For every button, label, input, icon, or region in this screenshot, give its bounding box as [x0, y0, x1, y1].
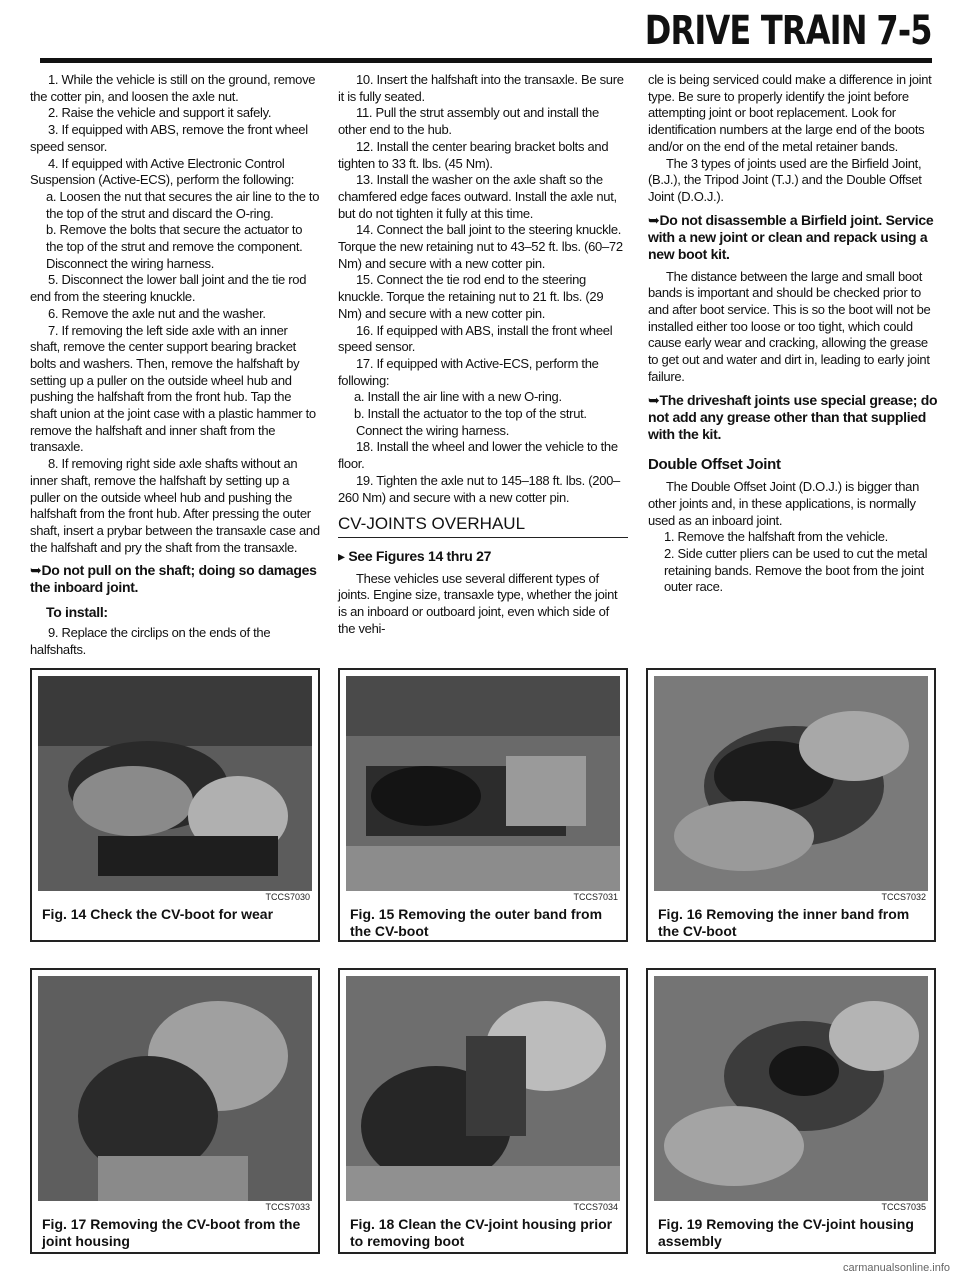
- step-17b: b. Install the actuator to the top of the strut.: [354, 406, 587, 422]
- cv-boot-photo-icon: [38, 976, 312, 1201]
- figure-photo: [654, 676, 928, 891]
- header-title: [645, 8, 932, 54]
- figure-code: TCCS7031: [573, 892, 618, 902]
- figure-photo: [346, 976, 620, 1201]
- install-heading: To install:: [46, 604, 108, 621]
- step-12: 12. Install the center bearing bracket bolts and tighten to 33 ft. lbs. (45 Nm).: [338, 138, 609, 171]
- text-column-2: [338, 72, 628, 638]
- bullet-icon: ▸: [338, 547, 349, 564]
- step-4a: a. Loosen the nut that secures the air line to the to the top of the strut and discard the O-ring.: [46, 188, 320, 221]
- note-box: [648, 212, 938, 263]
- step-5: 5. Disconnect the lower ball joint and the tie rod end from the steering knuckle.: [30, 272, 307, 305]
- note-arrow-icon: ➥: [648, 391, 660, 408]
- figure-photo: [38, 676, 312, 891]
- page-header: [0, 0, 960, 72]
- page-number: 7-5: [876, 8, 932, 54]
- note-text: Do not disassemble a Birfield joint. Service with a new joint or clean and repack using a new boot kit.: [648, 211, 934, 262]
- figure-code: TCCS7034: [573, 1202, 618, 1212]
- figure-photo: [346, 676, 620, 891]
- subsection-heading: Double Offset Joint: [648, 455, 781, 473]
- step-13: 13. Install the washer on the axle shaft so the chamfered edge faces outward. Install the axle nut, but do not tighten it fully at this time.: [338, 172, 617, 221]
- text-column-3: [648, 72, 938, 596]
- figure-15: [338, 668, 628, 942]
- figure-19: [646, 968, 936, 1254]
- step-3: 3. If equipped with ABS, remove the front wheel speed sensor.: [30, 122, 308, 154]
- cv-boot-photo-icon: [38, 676, 312, 891]
- figure-code: TCCS7030: [265, 892, 310, 902]
- step-10: 10. Insert the halfshaft into the transaxle. Be sure it is fully seated.: [338, 72, 624, 104]
- figure-18: [338, 968, 628, 1254]
- step-11: 11. Pull the strut assembly out and install the other end to the hub.: [338, 105, 599, 138]
- see-figures: [338, 548, 628, 565]
- header-rule: [40, 58, 932, 63]
- note-arrow-icon: ➥: [30, 562, 42, 579]
- step-17a: a. Install the air line with a new O-ring.: [354, 389, 562, 405]
- cv-boot-photo-icon: [346, 676, 620, 891]
- figure-caption: Fig. 14 Check the CV-boot for wear: [38, 904, 312, 925]
- footer-watermark: carmanualsonline.info: [842, 1262, 950, 1274]
- boot-distance-paragraph: The distance between the large and small boot bands is important and should be checked prior to and after boot service. This is so the boot will not be installed either too loose or too tight, which could cause early wear and cracking, allowing the grease to get out and water and dirt in, leading to early joint failure.: [648, 268, 931, 384]
- step-6: 6. Remove the axle nut and the washer.: [48, 305, 266, 321]
- step-17c: Connect the wiring harness.: [356, 422, 510, 438]
- figure-16: [646, 668, 936, 942]
- figure-caption: Fig. 17 Removing the CV-boot from the joint housing: [38, 1214, 312, 1252]
- step-4: 4. If equipped with Active Electronic Control Suspension (Active-ECS), perform the following:: [30, 155, 295, 188]
- figure-code: TCCS7035: [881, 1202, 926, 1212]
- figure-code: TCCS7032: [881, 892, 926, 902]
- cv-boot-photo-icon: [654, 676, 928, 891]
- see-figures-text: See Figures 14 thru 27: [348, 547, 492, 564]
- intro-paragraph: These vehicles use several different types of joints. Engine size, transaxle type, whether the joint is an inboard or outboard joint, even which side of the vehi-: [338, 570, 618, 636]
- joint-type-paragraph: cle is being serviced could make a difference in joint type. Be sure to properly identify the joint before attempting joint or boot replacement. Look for identification numbers at the large end of the boots and/or on the end of the metal retainer bands.: [648, 72, 932, 154]
- step-2: 2. Raise the vehicle and support it safely.: [48, 105, 272, 121]
- note-text: Do not pull on the shaft; doing so damages the inboard joint.: [30, 562, 317, 596]
- step-18: 18. Install the wheel and lower the vehicle to the floor.: [338, 439, 618, 472]
- cv-boot-photo-icon: [346, 976, 620, 1201]
- step-15: 15. Connect the tie rod end to the steering knuckle. Torque the retaining nut to 21 ft. lbs. (29 Nm) and secure with a new cotter pin.: [338, 272, 604, 321]
- figure-caption: Fig. 16 Removing the inner band from the CV-boot: [654, 904, 928, 942]
- figure-caption: Fig. 18 Clean the CV-joint housing prior to removing boot: [346, 1214, 620, 1252]
- figure-photo: [654, 976, 928, 1201]
- note-arrow-icon: ➥: [648, 211, 660, 228]
- doj-step-2: 2. Side cutter pliers can be used to cut the metal retaining bands. Remove the boot from the joint outer race.: [664, 546, 928, 595]
- doj-step-1: 1. Remove the halfshaft from the vehicle.: [664, 529, 888, 545]
- figure-caption: Fig. 19 Removing the CV-joint housing assembly: [654, 1214, 928, 1252]
- step-17: 17. If equipped with Active-ECS, perform the following:: [338, 355, 599, 388]
- figure-photo: [38, 976, 312, 1201]
- step-16: 16. If equipped with ABS, install the front wheel speed sensor.: [338, 322, 613, 355]
- step-7: 7. If removing the left side axle with an inner shaft, remove the center support bearing bracket bolts and washers. Then, remove the halfshaft by setting up a puller on the outside wheel hub and pushing the halfshaft from the front hub. Tap the shaft union at the joint case with a plastic hammer to remove the halfshaft and inner shaft from the transaxle.: [30, 322, 316, 455]
- figure-17: [30, 968, 320, 1254]
- step-14: 14. Connect the ball joint to the steering knuckle. Torque the new retaining nut to 43–52 ft. lbs. (60–72 Nm) and secure with a new cotter pin.: [338, 222, 623, 271]
- section-heading: CV-JOINTS OVERHAUL: [338, 516, 628, 538]
- figure-caption: Fig. 15 Removing the outer band from the CV-boot: [346, 904, 620, 942]
- note-text: The driveshaft joints use special grease; do not add any grease other than that supplied with the kit.: [648, 391, 938, 442]
- doj-paragraph: The Double Offset Joint (D.O.J.) is bigger than other joints and, in these applications, is normally used as an inboard joint.: [648, 479, 920, 528]
- figure-code: TCCS7033: [265, 1202, 310, 1212]
- step-19: 19. Tighten the axle nut to 145–188 ft. lbs. (200–260 Nm) and secure with a new cotter pin.: [338, 472, 620, 505]
- step-4b: b. Remove the bolts that secure the actuator to the top of the strut and remove the component. Disconnect the wiring harness.: [46, 222, 303, 271]
- step-1: 1. While the vehicle is still on the ground, remove the cotter pin, and loosen the axle nut.: [30, 72, 316, 104]
- text-column-1: [30, 72, 320, 659]
- chapter-title: DRIVE TRAIN: [644, 8, 867, 54]
- note-box: [30, 562, 320, 596]
- figure-14: [30, 668, 320, 942]
- cv-boot-photo-icon: [654, 976, 928, 1201]
- note-box: [648, 392, 938, 443]
- step-9: 9. Replace the circlips on the ends of the halfshafts.: [30, 625, 271, 657]
- joint-types-paragraph: The 3 types of joints used are the Birfield Joint, (B.J.), the Tripod Joint (T.J.) and the Double Offset Joint (D.O.J.).: [648, 155, 922, 204]
- step-8: 8. If removing right side axle shafts without an inner shaft, remove the halfshaft by setting up a puller on the outside wheel hub and pushing the halfshaft from the front hub. After pressing the outer shaft, insert a prybar between the transaxle case and the halfshaft and pry the shaft from the transaxle.: [30, 456, 320, 555]
